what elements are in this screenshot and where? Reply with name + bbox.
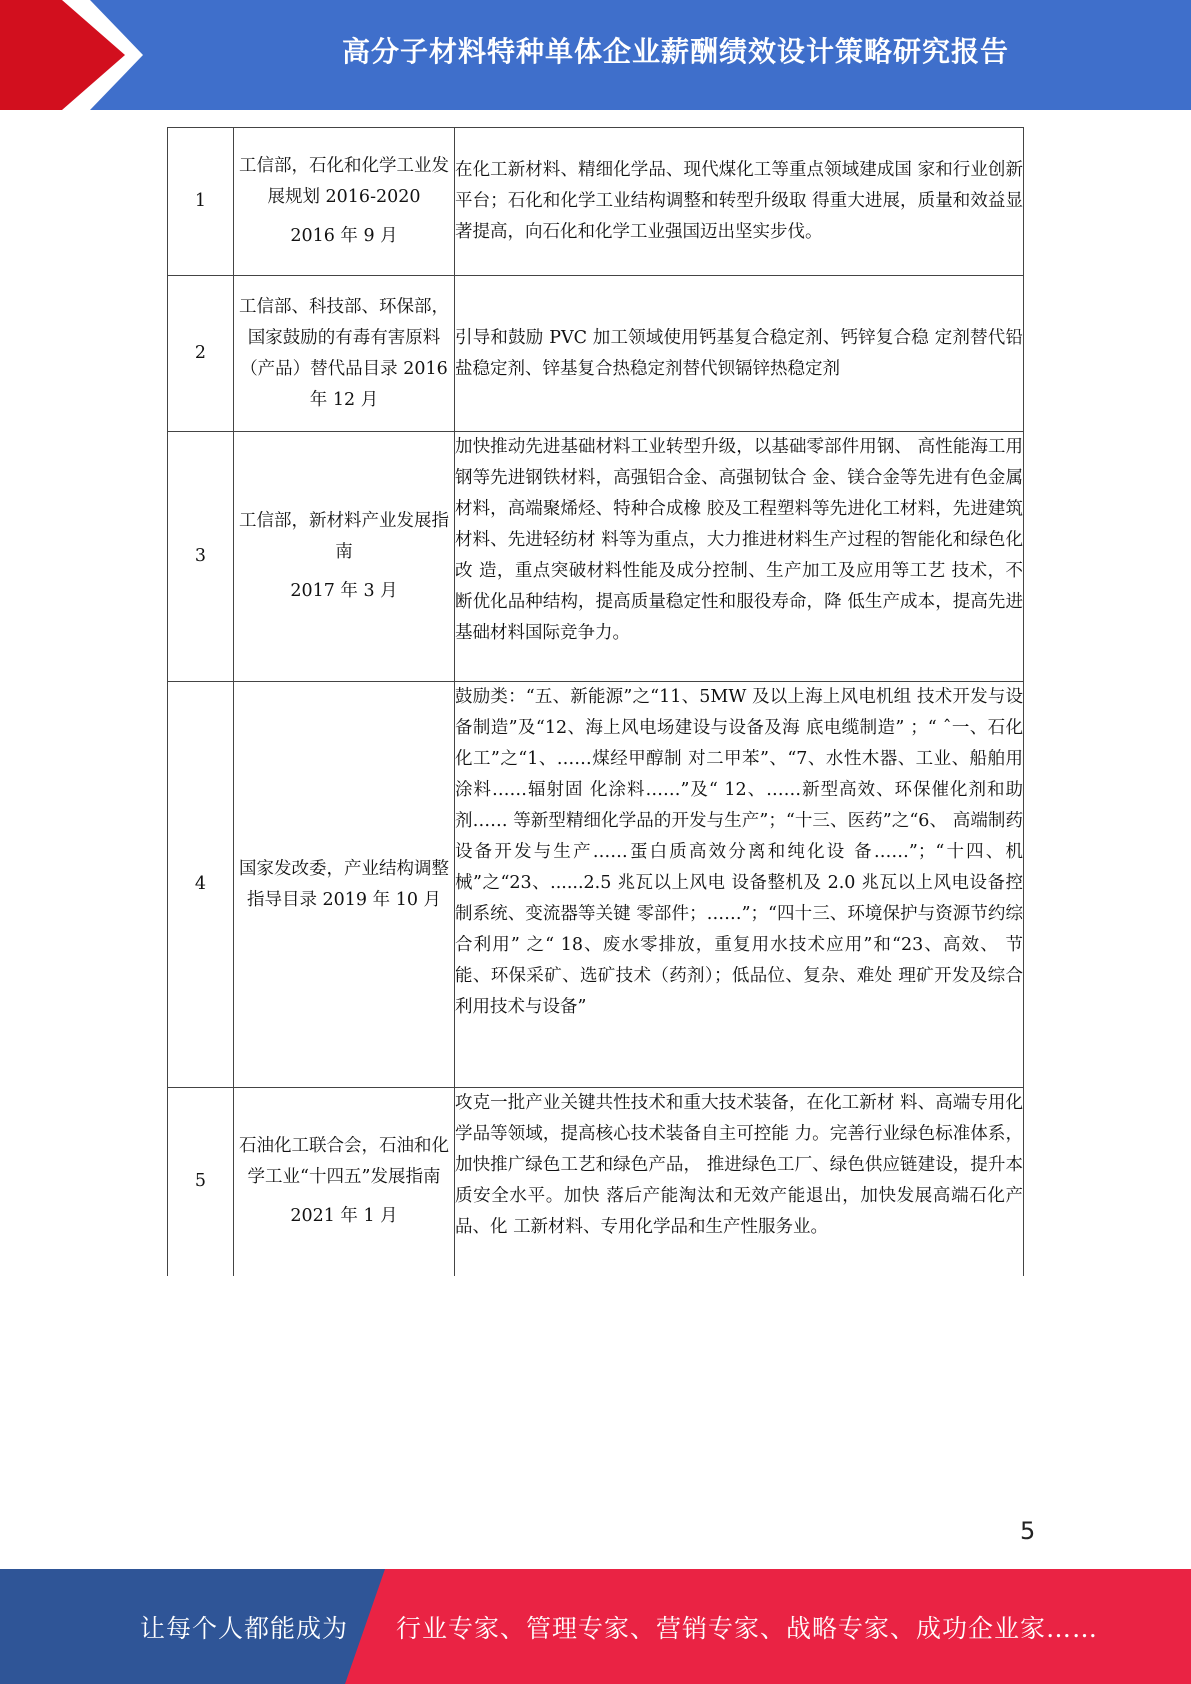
row-number: 3 — [168, 432, 234, 682]
footer-slogan-roles: 行业专家、管理专家、营销专家、战略专家、成功企业家…… — [396, 1613, 1099, 1643]
policy-source — [234, 682, 455, 1088]
footer-slogan-lead: 让每个人都能成为 — [140, 1613, 349, 1643]
source-title: 工信部，新材料产业发展指南 — [239, 511, 449, 562]
policy-content: 鼓励类：“五、新能源”之“11、5MW 及以上海上风电机组 技术开发与设备制造”及“12、海上风电场建设与设备及海 底电缆制造” ；“ ˆ一、石化化工”之“1、……煤经甲醇制 对二甲苯”、“7、水性木器、工业、船舶用涂料……辐射固 化涂料……”及“ 12、……新型高效、环保催化剂和助剂…… 等新型精细化学品的开发与生产”；“十三、医药”之“6、 高端制药设备开发与生产……蛋白质高效分离和纯化设 备……”；“十四、机械”之“23、......2.5 兆瓦以上风电 设备整机及 2.0 兆瓦以上风电设备控制系统、变流器等关键 零部件；……”；“四十三、环境保护与资源节约综合利用” 之“ 18、废水零排放，重复用水技术应用”和“23、高效、 节能、环保采矿、选矿技术（药剂）；低品位、复杂、难处 理矿开发及综合利用技术与设备” — [455, 682, 1024, 1088]
row-number: 2 — [168, 276, 234, 432]
source-title: 工信部，石化和化学工业发展规划 2016-2020 — [239, 156, 449, 207]
table-row — [168, 276, 1024, 432]
table-row — [168, 682, 1024, 1088]
source-title: 石油化工联合会，石油和化学工业“十四五”发展指南 — [239, 1136, 449, 1188]
table-row — [168, 1088, 1024, 1276]
policy-content: 在化工新材料、精细化学品、现代煤化工等重点领域建成国 家和行业创新平台；石化和化学工业结构调整和转型升级取 得重大进展，质量和效益显著提高，向石化和化学工业强国迈出坚实步伐。 — [455, 128, 1024, 276]
row-number: 4 — [168, 682, 234, 1088]
policy-table — [167, 127, 1024, 1276]
source-date: 2021 年 1 月 — [290, 1206, 398, 1227]
row-number: 5 — [168, 1088, 234, 1276]
policy-content: 攻克一批产业关键共性技术和重大技术装备，在化工新材 料、高端专用化学品等领域，提高核心技术装备自主可控能 力。完善行业绿色标准体系，加快推广绿色工艺和绿色产品， 推进绿色工厂、绿色供应链建设，提升本质安全水平。加快 落后产能淘汰和无效产能退出，加快发展高端石化产品、化 工新材料、专用化学品和生产性服务业。 — [455, 1088, 1024, 1276]
source-title: 国家发改委，产业结构调整指导目录 2019 年 10 月 — [239, 858, 449, 910]
table-row — [168, 128, 1024, 276]
chevron-banner-icon — [0, 0, 200, 110]
source-date: 2016 年 9 月 — [290, 226, 398, 246]
page-number: 5 — [1020, 1517, 1036, 1545]
policy-content: 引导和鼓励 PVC 加工领域使用钙基复合稳定剂、钙锌复合稳 定剂替代铅盐稳定剂、锌基复合热稳定剂替代钡镉锌热稳定剂 — [455, 276, 1024, 432]
table-row — [168, 432, 1024, 682]
source-title: 工信部、科技部、环保部，国家鼓励的有毒有害原料（产品）替代品目录 2016 年 12 月 — [239, 296, 449, 410]
policy-source — [234, 1088, 455, 1276]
source-date: 2017 年 3 月 — [290, 581, 398, 601]
row-number: 1 — [168, 128, 234, 276]
page-header — [0, 0, 1191, 110]
report-title: 高分子材料特种单体企业薪酬绩效设计策略研究报告 — [341, 35, 1009, 68]
page-footer — [0, 1569, 1191, 1684]
policy-source — [234, 432, 455, 682]
policy-content: 加快推动先进基础材料工业转型升级，以基础零部件用钢、 高性能海工用钢等先进钢铁材料，高强铝合金、高强韧钛合 金、镁合金等先进有色金属材料，高端聚烯烃、特种合成橡 胶及工程塑料等先进化工材料，先进建筑材料、先进轻纺材 料等为重点，大力推进材料生产过程的智能化和绿色化改 造，重点突破材料性能及成分控制、生产加工及应用等工艺 技术，不断优化品种结构，提高质量稳定性和服役寿命，降 低生产成本，提高先进基础材料国际竞争力。 — [455, 432, 1024, 682]
policy-source — [234, 128, 455, 276]
policy-source — [234, 276, 455, 432]
